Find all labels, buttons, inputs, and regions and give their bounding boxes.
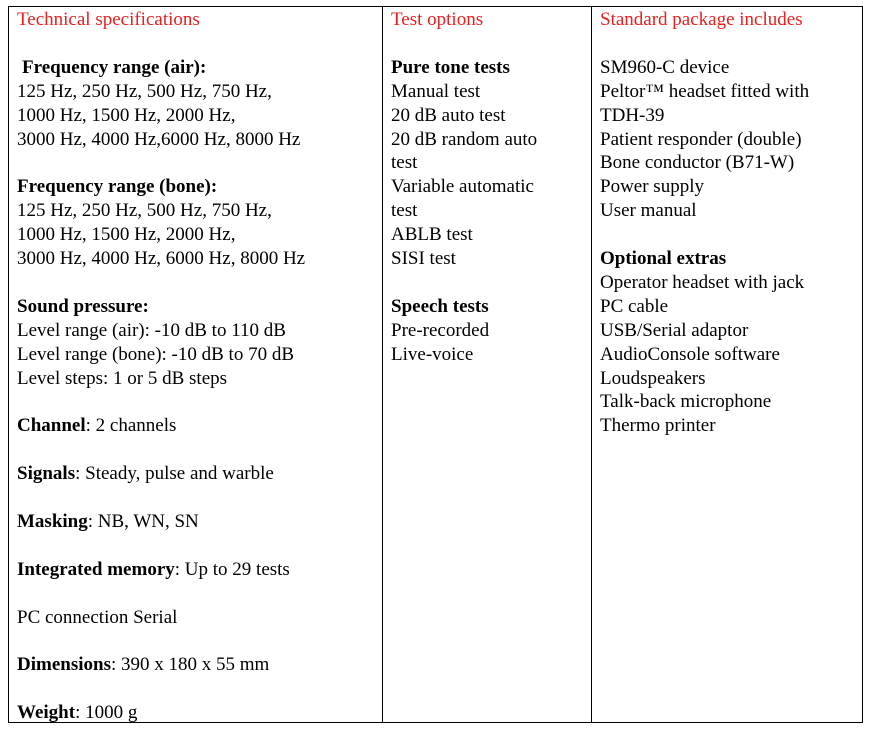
frequency-bone-label: Frequency range (bone): (17, 176, 218, 198)
frequency-air-line: 3000 Hz, 4000 Hz,6000 Hz, 8000 Hz (17, 128, 301, 150)
standard-package-heading: Standard package includes (600, 9, 803, 30)
dimensions-value: : 390 x 180 x 55 mm (110, 654, 270, 676)
speech-test-item: Pre-recorded (391, 319, 490, 341)
masking-label: Masking (17, 510, 88, 532)
speech-tests-label: Speech tests (391, 295, 489, 317)
spec-table (8, 6, 863, 723)
frequency-air-line: 125 Hz, 250 Hz, 500 Hz, 750 Hz, (17, 80, 272, 102)
standard-package-column (591, 7, 862, 722)
sound-pressure-line: Level range (bone): -10 dB to 70 dB (17, 343, 295, 365)
optional-extras-label: Optional extras (600, 248, 727, 270)
pure-tone-test-item: Variable automatic (391, 176, 534, 198)
package-item: Power supply (600, 176, 704, 198)
pure-tone-test-item: ABLB test (391, 224, 473, 246)
channel-spec (17, 414, 376, 438)
memory-label: Integrated memory (17, 558, 175, 580)
masking-value: : NB, WN, SN (87, 510, 199, 532)
weight-spec (17, 701, 376, 722)
pure-tone-test-item: Manual test (391, 80, 481, 102)
package-item: TDH-39 (600, 104, 665, 126)
optional-extra-item: AudioConsole software (600, 343, 780, 365)
pure-tone-test-item: test (391, 152, 418, 174)
pure-tone-test-item: 20 dB random auto (391, 128, 538, 150)
optional-extra-item: Loudspeakers (600, 367, 706, 389)
frequency-bone-line: 125 Hz, 250 Hz, 500 Hz, 750 Hz, (17, 200, 272, 222)
frequency-bone-line: 3000 Hz, 4000 Hz, 6000 Hz, 8000 Hz (17, 248, 306, 270)
dimensions-spec (17, 653, 376, 677)
test-options-column (382, 7, 591, 722)
frequency-air-line: 1000 Hz, 1500 Hz, 2000 Hz, (17, 104, 236, 126)
package-item: Peltor™ headset fitted with (600, 80, 810, 102)
signals-spec (17, 462, 376, 486)
frequency-bone-line: 1000 Hz, 1500 Hz, 2000 Hz, (17, 224, 236, 246)
signals-value: : Steady, pulse and warble (75, 463, 274, 485)
pure-tone-tests-label: Pure tone tests (391, 56, 510, 78)
test-options-heading: Test options (391, 9, 484, 30)
technical-specifications-column (9, 7, 382, 722)
package-item: User manual (600, 200, 697, 222)
weight-label: Weight (17, 702, 76, 722)
speech-test-item: Live-voice (391, 343, 474, 365)
optional-extra-item: Operator headset with jack (600, 271, 805, 293)
memory-spec (17, 558, 376, 582)
optional-extra-item: USB/Serial adaptor (600, 319, 749, 341)
signals-label: Signals (17, 463, 76, 485)
pc-connection-spec: PC connection Serial (17, 606, 178, 628)
pure-tone-test-item: SISI test (391, 248, 456, 270)
masking-spec (17, 510, 376, 534)
frequency-air-label: Frequency range (air): (22, 56, 207, 78)
package-item: Patient responder (double) (600, 128, 802, 150)
weight-value: : 1000 g (75, 702, 138, 722)
pure-tone-test-item: test (391, 200, 418, 222)
sound-pressure-line: Level steps: 1 or 5 dB steps (17, 367, 228, 389)
sound-pressure-line: Level range (air): -10 dB to 110 dB (17, 319, 286, 341)
technical-specifications-heading: Technical specifications (17, 9, 200, 30)
channel-label: Channel (17, 415, 86, 437)
package-item: SM960-C device (600, 56, 730, 78)
optional-extra-item: Talk-back microphone (600, 391, 772, 413)
optional-extra-item: Thermo printer (600, 415, 716, 437)
memory-value: : Up to 29 tests (174, 558, 290, 580)
optional-extra-item: PC cable (600, 295, 669, 317)
package-item: Bone conductor (B71-W) (600, 152, 795, 174)
channel-value: : 2 channels (85, 415, 177, 437)
dimensions-label: Dimensions (17, 654, 111, 676)
pure-tone-test-item: 20 dB auto test (391, 104, 506, 126)
sound-pressure-label: Sound pressure: (17, 295, 149, 317)
